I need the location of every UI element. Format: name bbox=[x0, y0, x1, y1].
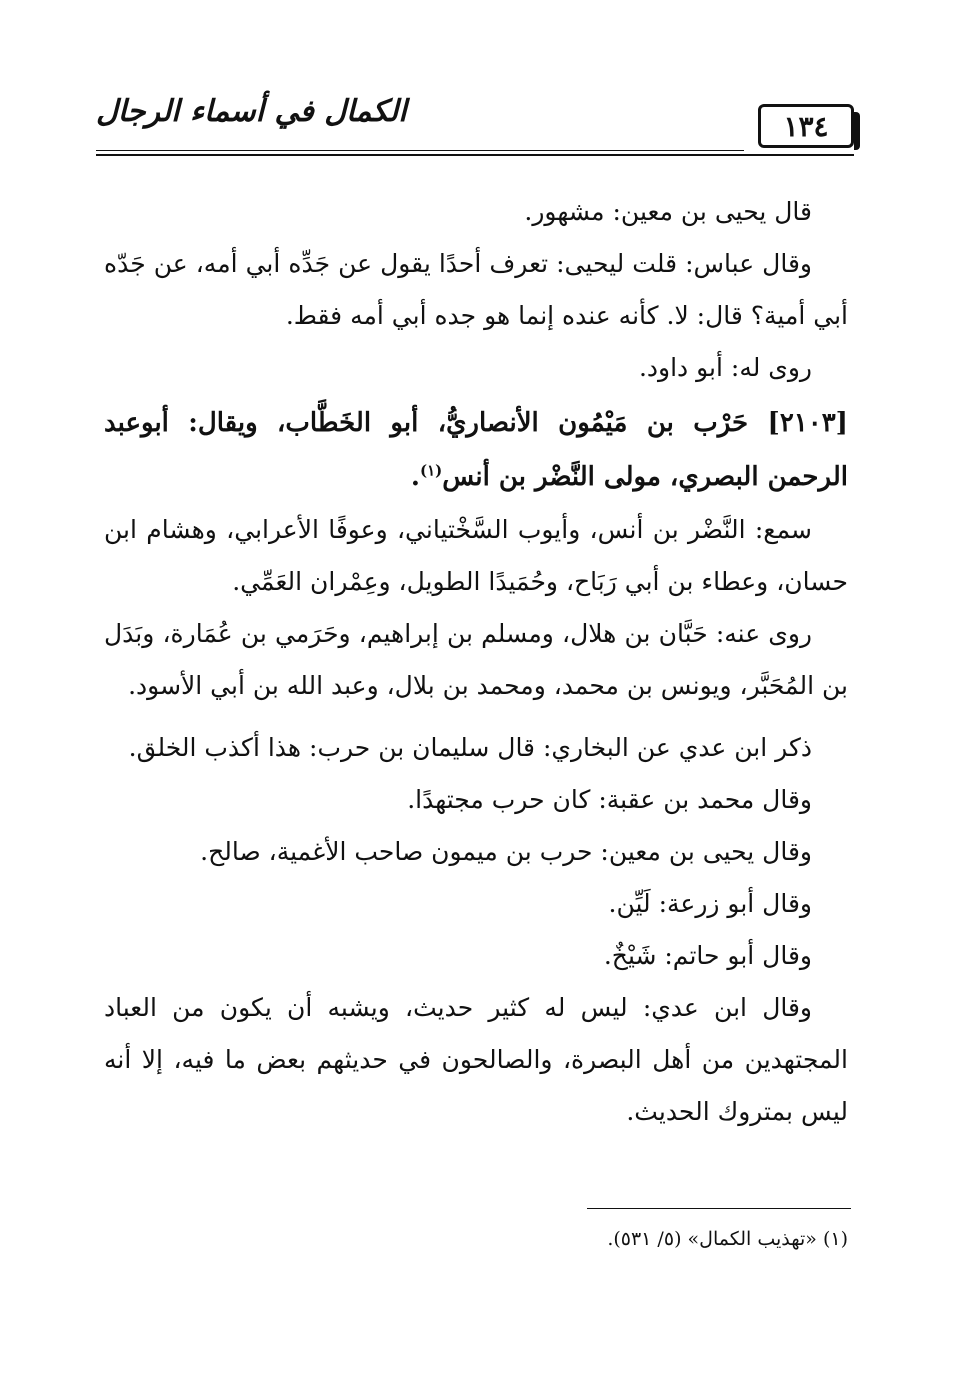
running-title: الكمال في أسماء الرجال bbox=[96, 94, 407, 129]
paragraph: وقال يحيى بن معين: حرب بن ميمون صاحب الأغمية، صالح. bbox=[200, 837, 812, 866]
paragraph: ذكر ابن عدي عن البخاري: قال سليمان بن حرب: هذا أكذب الخلق. bbox=[128, 733, 812, 762]
text-line: وقال عباس: قلت ليحيى: تعرف أحدًا يقول عن جَدِّه أبي أمه، عن جَدّه أبي أمية؟ قال: لا. كأنه عنده إنما هو جده أبي أمه فقط. bbox=[104, 249, 848, 330]
footnote-reference: (١) bbox=[419, 461, 443, 480]
page-header bbox=[96, 92, 854, 156]
entry-end: . bbox=[410, 462, 420, 492]
text-line: روى له: أبو داود. bbox=[638, 353, 812, 382]
main-text bbox=[104, 186, 848, 1138]
header-rule-thin bbox=[96, 150, 744, 151]
paragraph: وقال أبو زرعة: لَيِّن. bbox=[608, 889, 812, 918]
entry-title: حَرْب بن مَيْمُون الأنصاريُّ، أبو الخَطَّاب، ويقال: أبوعبد الرحمن البصري، مولى النَّضْر بن أنس bbox=[104, 408, 848, 492]
header-rule bbox=[96, 154, 854, 156]
footnote: (١) «تهذيب الكمال» (٥/ ٥٣١). bbox=[607, 1228, 848, 1250]
entry-number: [٢١٠٣] bbox=[767, 408, 848, 438]
paragraph: سمع: النَّضْر بن أنس، وأيوب السَّخْتياني، وعوفًا الأعرابي، وهشام ابن حسان، وعطاء بن أبي رَبَاح، وحُمَيدًا الطويل، وعِمْران العَمِّي. bbox=[104, 515, 848, 596]
paragraph: روى عنه: حَبَّان بن هلال، ومسلم بن إبراهيم، وحَرَمي بن عُمَارة، وبَدَل بن المُحَبَّر، ويونس بن محمد، ومحمد بن بلال، وعبد الله بن أبي الأسود. bbox=[104, 619, 848, 700]
text-line: قال يحيى بن معين: مشهور. bbox=[524, 197, 812, 226]
paragraph: وقال محمد بن عقبة: كان حرب مجتهدًا. bbox=[407, 785, 812, 814]
paragraph: وقال أبو حاتم: شَيْخٌ. bbox=[603, 941, 812, 970]
footnote-separator bbox=[587, 1208, 851, 1209]
paragraph: وقال ابن عدي: ليس له كثير حديث، ويشبه أن يكون من العباد المجتهدين من أهل البصرة، والصالحون في حديثهم بعض ما فيه، إلا أنه ليس بمتروك الحديث. bbox=[104, 993, 848, 1126]
page-number: ١٣٤ bbox=[758, 104, 854, 148]
entry-heading bbox=[104, 396, 848, 504]
